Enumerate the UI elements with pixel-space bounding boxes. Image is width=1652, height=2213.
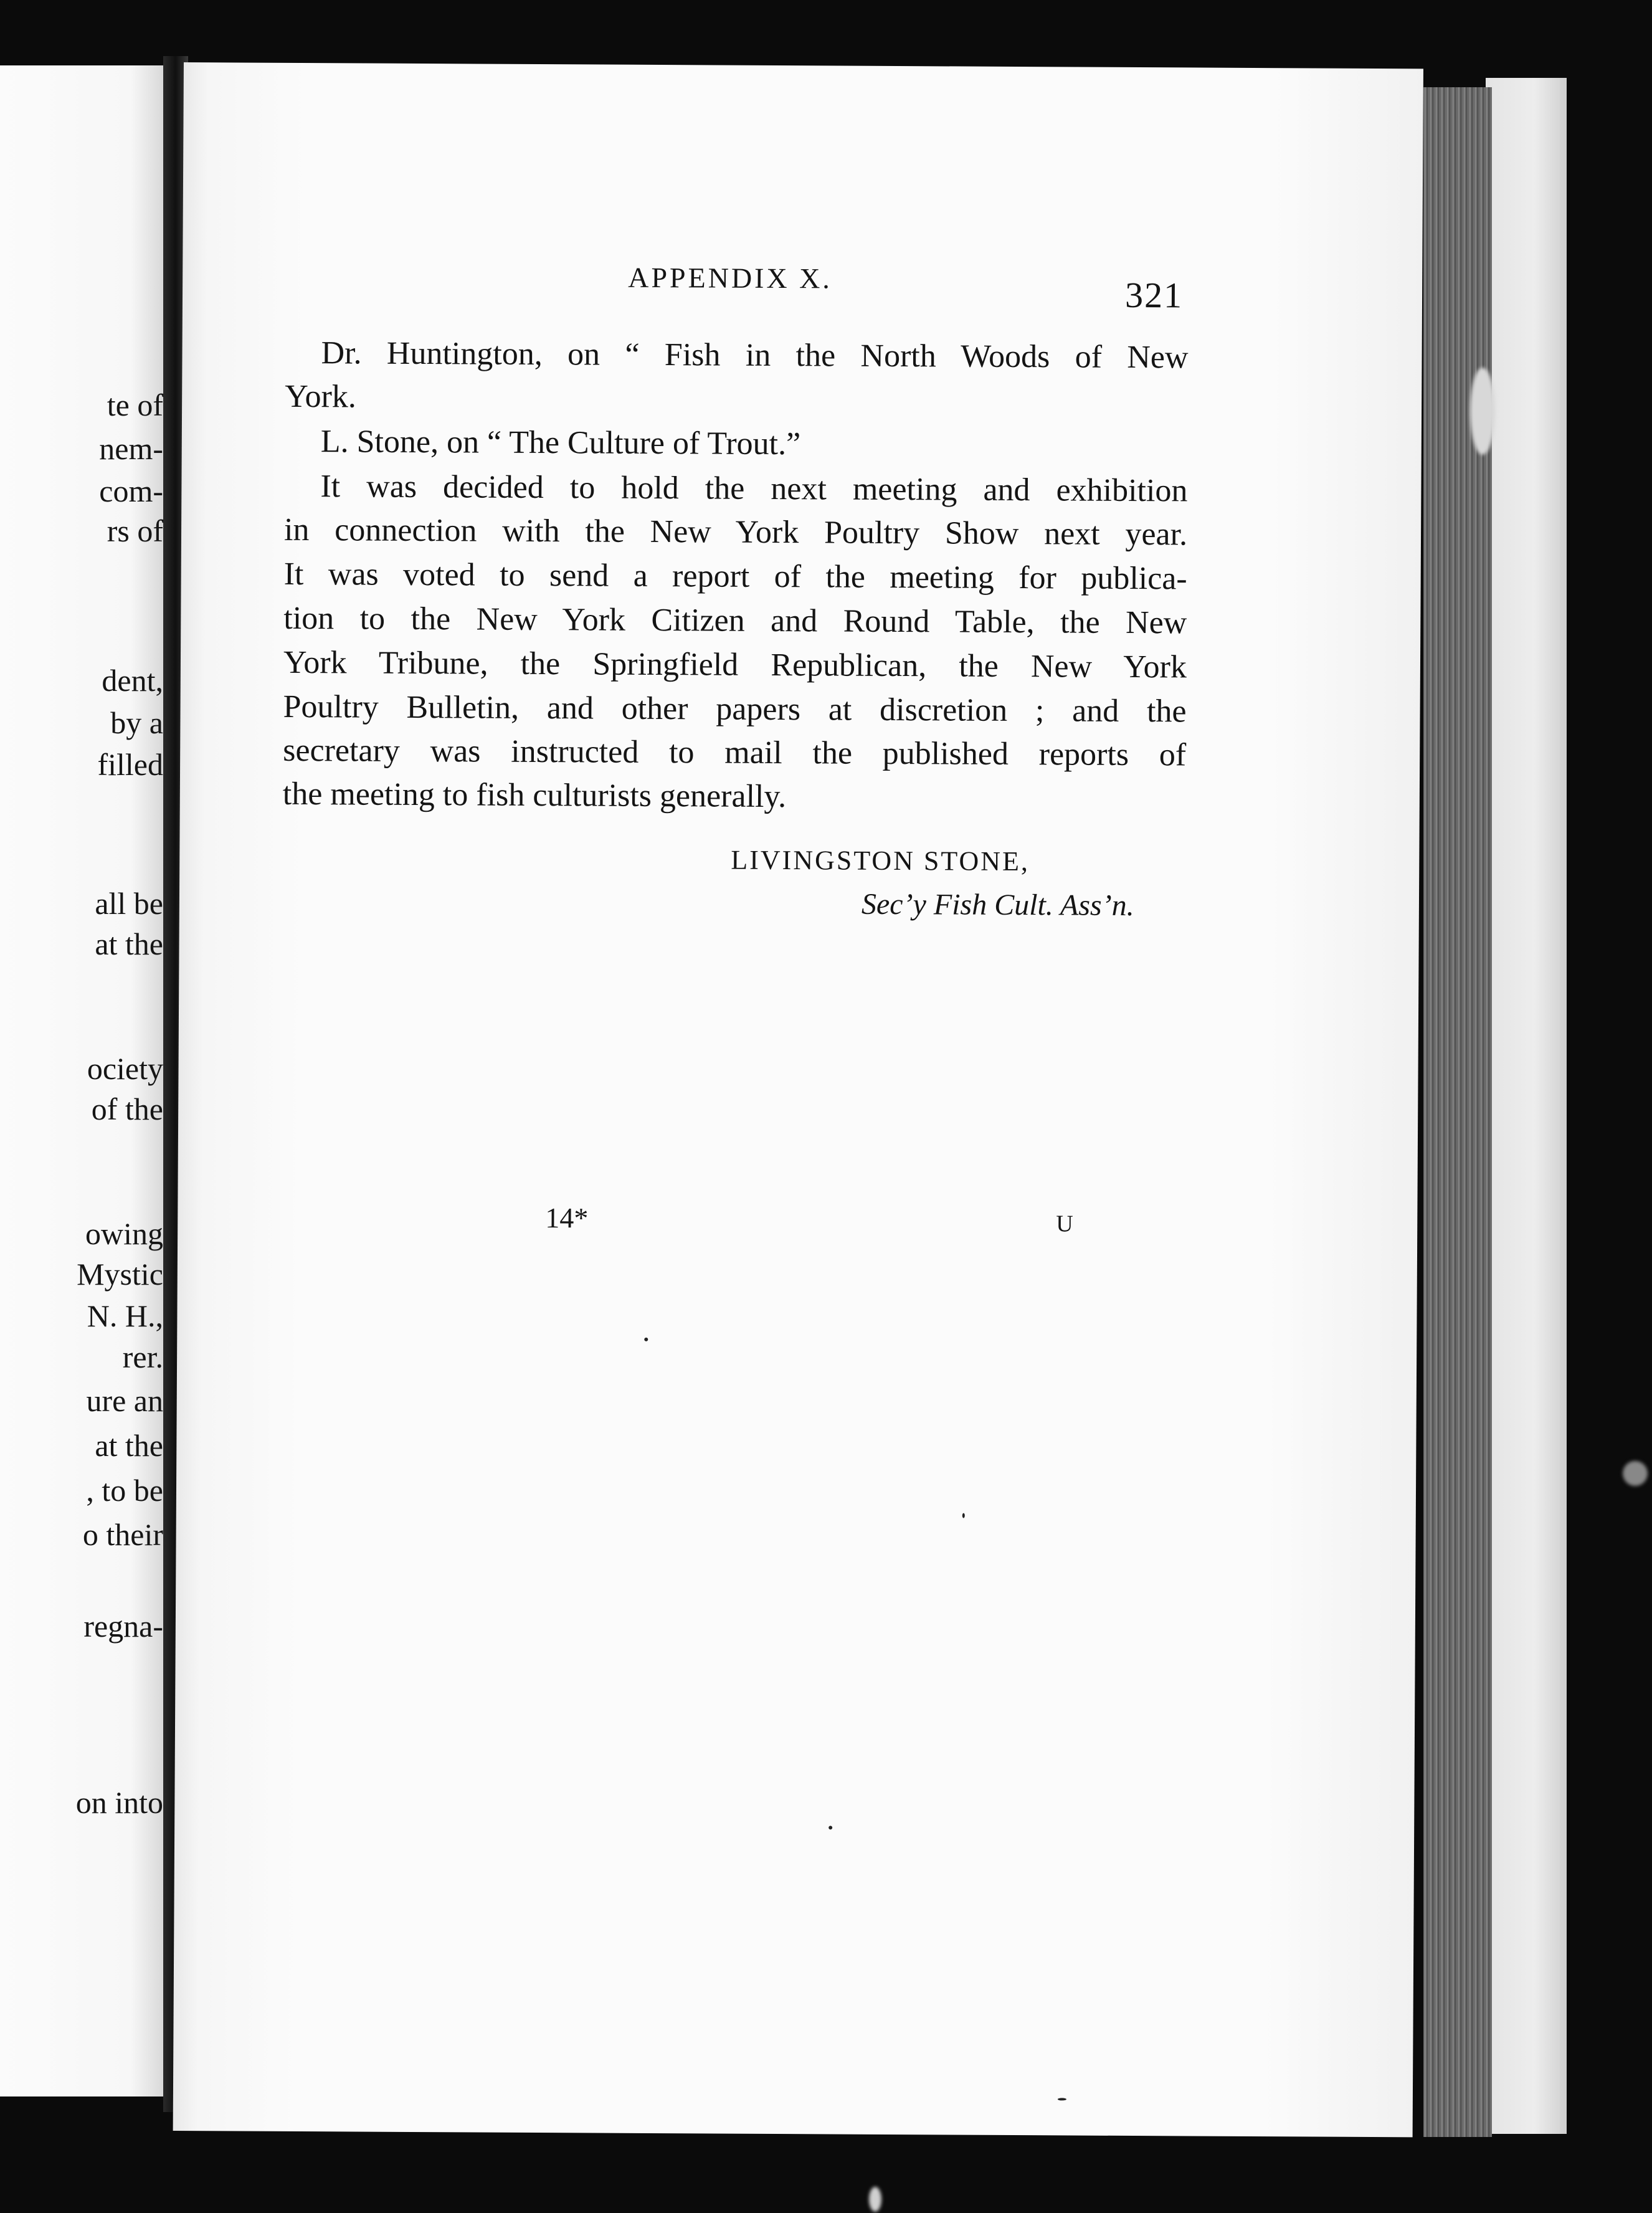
left-page-line: rs of <box>107 513 163 548</box>
text-line: L. Stone, on “ The Culture of Trout.” <box>320 424 801 462</box>
left-page-line: filled <box>97 747 163 782</box>
left-facing-page <box>0 65 163 2096</box>
left-page-line: on into <box>75 1785 163 1820</box>
left-page-line: ociety <box>87 1051 163 1086</box>
book-page <box>173 62 1423 2137</box>
left-page-line: dent, <box>102 663 163 698</box>
dust-speck <box>962 1513 965 1518</box>
text-line: It was voted to send a report of the meeting for publica- <box>283 556 1187 597</box>
text-line: Poultry Bulletin, and other papers at discretion ; and the <box>283 688 1187 730</box>
left-page-line: ure an <box>86 1383 163 1418</box>
left-page-line: rer. <box>122 1340 163 1374</box>
text-line: tion to the New York Citizen and Round Table, the New <box>283 600 1187 641</box>
left-page-line: all be <box>95 886 163 921</box>
left-page-line: com- <box>99 474 163 508</box>
text-line: York Tribune, the Springfield Republican, the New York <box>283 644 1187 685</box>
left-page-line: by a <box>110 705 163 740</box>
left-page-line: at the <box>95 1428 163 1463</box>
text-line: the meeting to fish culturists generally. <box>282 776 787 815</box>
text-line: Dr. Huntington, on “ Fish in the North Woods of New <box>321 335 1189 376</box>
left-page-line: o their <box>82 1517 163 1552</box>
page-smudge <box>1623 1461 1648 1486</box>
page-smudge <box>1470 368 1495 455</box>
text-line: in connection with the New York Poultry Show next year. <box>283 512 1188 553</box>
body-text <box>282 335 1189 815</box>
left-page-line: nem- <box>99 431 163 466</box>
left-page-line: te of <box>107 388 163 422</box>
dust-speck <box>828 1825 832 1829</box>
left-page-line: at the <box>95 926 163 961</box>
signature-title: Sec’y Fish Cult. Ass’n. <box>861 887 1134 923</box>
text-line: York. <box>285 378 357 415</box>
left-page-line: regna- <box>83 1609 163 1644</box>
left-page-line: , to be <box>86 1473 163 1508</box>
left-page-line: Mystic <box>77 1257 163 1292</box>
page-smudge <box>869 2187 881 2212</box>
dust-speck <box>1058 2098 1066 2100</box>
signature-mark: 14* <box>545 1202 589 1234</box>
signature-letter: U <box>1056 1211 1073 1237</box>
left-page-line: N. H., <box>87 1298 163 1333</box>
page-edge-flap <box>1486 78 1567 2134</box>
left-page-line: of the <box>91 1092 163 1126</box>
signature-name: LIVINGSTON STONE, <box>731 844 1030 877</box>
left-page-line: owing <box>85 1216 163 1251</box>
text-line: It was decided to hold the next meeting and exhibition <box>320 469 1188 509</box>
running-head: APPENDIX X. <box>628 261 833 295</box>
page-number: 321 <box>1124 274 1184 316</box>
dust-speck <box>644 1338 648 1341</box>
text-line: secretary was instructed to mail the published reports of <box>283 732 1187 773</box>
